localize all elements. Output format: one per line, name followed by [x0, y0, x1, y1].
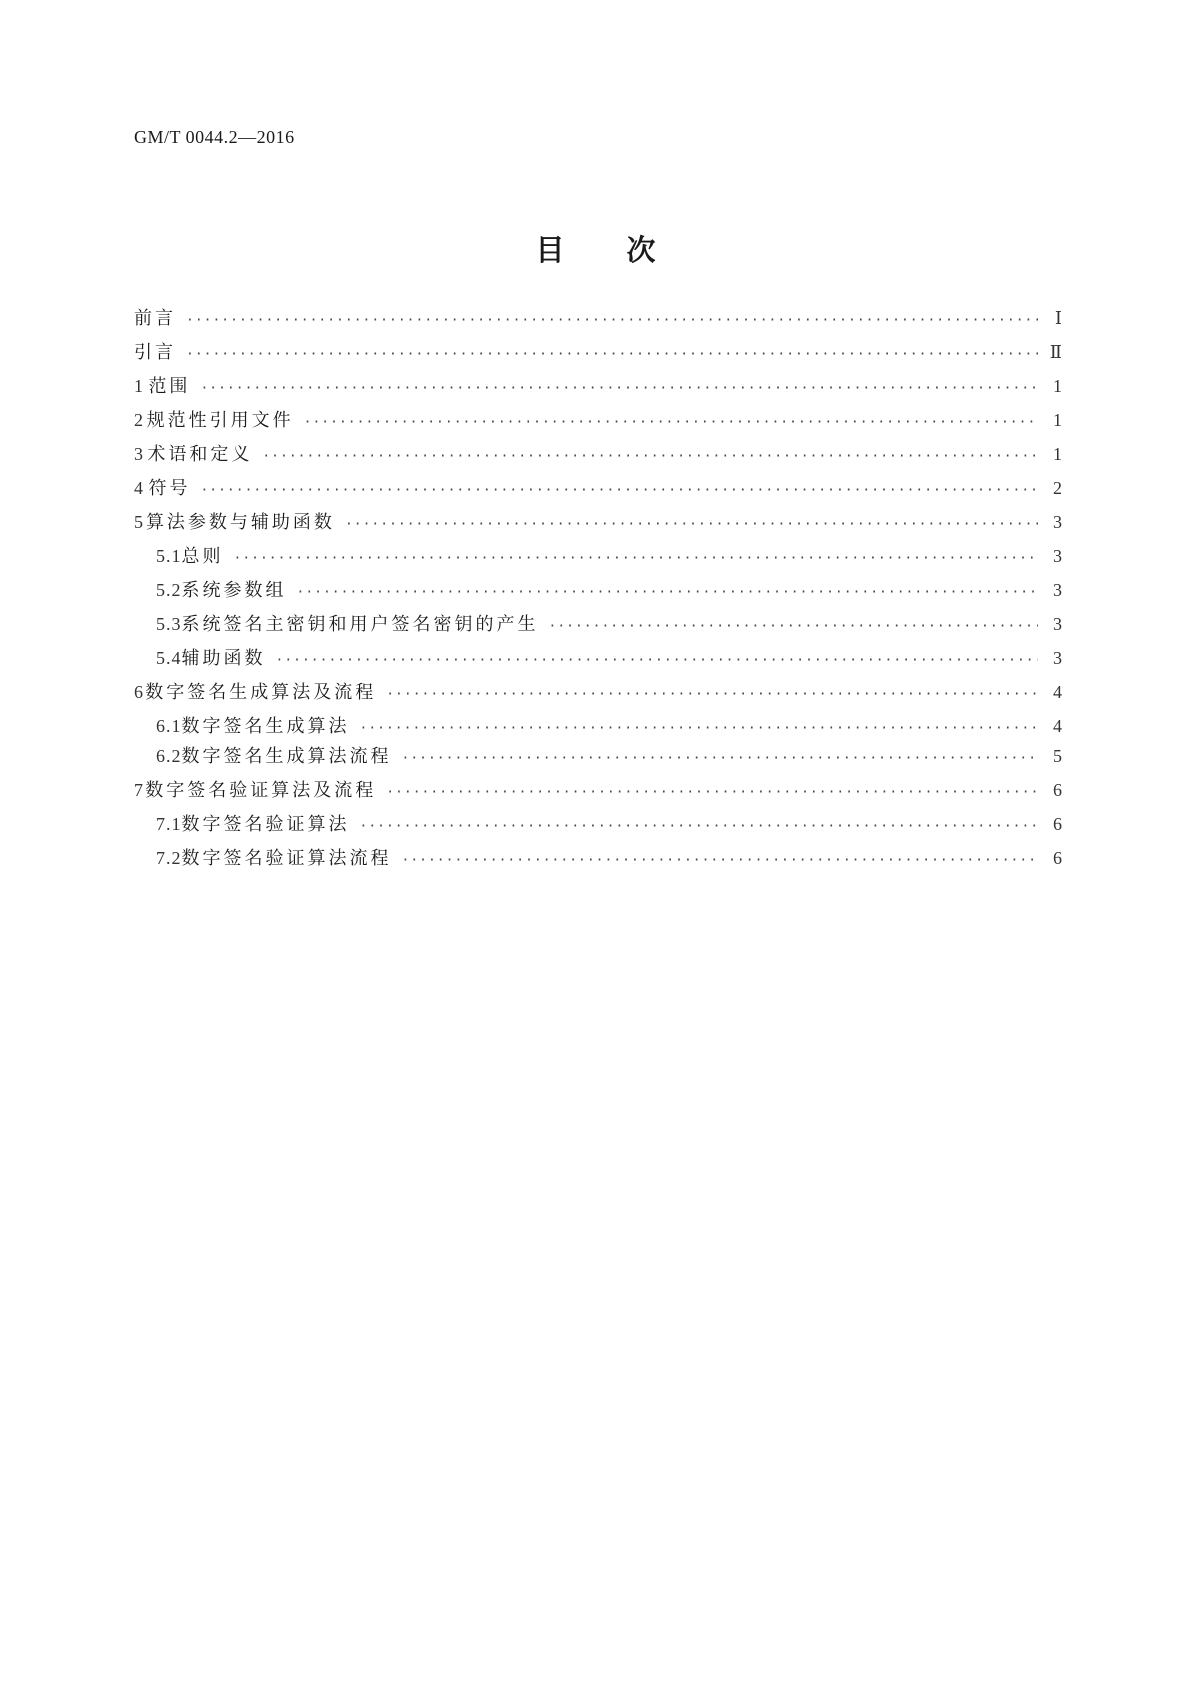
toc-entry-3[interactable]: [134, 441, 1062, 467]
toc-page: 5: [1053, 746, 1062, 766]
toc-page: 3: [1053, 512, 1062, 532]
toc-leader-dots: [549, 614, 1039, 640]
toc-page: 3: [1053, 614, 1062, 634]
toc-leader-dots: [297, 580, 1039, 606]
toc-entry-1[interactable]: [134, 373, 1062, 399]
toc-entry-2[interactable]: [134, 407, 1062, 433]
toc-entry-5-1[interactable]: [156, 543, 1062, 569]
toc-page: Ⅱ: [1049, 342, 1062, 362]
toc-entry-5[interactable]: [134, 509, 1062, 535]
toc-leader-dots: [304, 410, 1038, 436]
toc-label: 数字签名生成算法及流程: [145, 682, 377, 703]
toc-leader-dots: [200, 478, 1038, 504]
toc-page: 4: [1053, 716, 1062, 736]
toc-page: 4: [1053, 682, 1062, 702]
toc-label: 数字签名验证算法及流程: [145, 780, 377, 801]
toc-label: 符号: [148, 478, 191, 499]
toc-entry-5-3[interactable]: [156, 611, 1062, 637]
toc-leader-dots: [262, 444, 1038, 470]
toc-label: 系统签名主密钥和用户签名密钥的产生: [181, 614, 539, 635]
toc-entry-5-2[interactable]: [156, 577, 1062, 603]
toc-number: 5.1: [156, 546, 182, 566]
toc-entry-6-2[interactable]: [156, 743, 1062, 769]
toc-number: 4: [134, 478, 143, 498]
toc-number: 5.4: [156, 648, 182, 668]
toc-number: 5: [134, 512, 143, 532]
toc-entry-6[interactable]: [134, 679, 1062, 705]
toc-page: 3: [1053, 580, 1062, 600]
toc-leader-dots: [386, 682, 1038, 708]
toc-label: 系统参数组: [181, 580, 287, 601]
toc-number: 6.1: [156, 716, 182, 736]
toc-leader-dots: [234, 546, 1039, 572]
toc-page: Ⅰ: [1054, 308, 1062, 328]
toc-leader-dots: [402, 746, 1039, 772]
toc-label: 数字签名验证算法流程: [181, 848, 392, 869]
toc-leader-dots: [276, 648, 1039, 674]
toc-entry-7[interactable]: [134, 777, 1062, 803]
toc-page: 2: [1053, 478, 1062, 498]
toc-number: 7.2: [156, 848, 182, 868]
toc-number: 7: [134, 780, 143, 800]
toc-number: 6: [134, 682, 143, 702]
toc-label: 引言: [134, 342, 176, 363]
toc-label: 数字签名验证算法: [181, 814, 350, 835]
toc-entry-7-1[interactable]: [156, 811, 1062, 837]
toc-page: 3: [1053, 648, 1062, 668]
toc-entry-5-4[interactable]: [156, 645, 1062, 671]
toc-number: 5.2: [156, 580, 182, 600]
toc-label: 算法参数与辅助函数: [145, 512, 335, 533]
toc-number: 5.3: [156, 614, 182, 634]
toc-leader-dots: [386, 780, 1038, 806]
toc-label: 总则: [181, 546, 224, 567]
toc-leader-dots: [186, 342, 1038, 368]
toc-leader-dots: [186, 308, 1038, 334]
toc-entry-7-2[interactable]: [156, 845, 1062, 871]
toc-entry-6-1[interactable]: [156, 713, 1062, 739]
toc-label: 前言: [134, 308, 176, 329]
toc-leader-dots: [360, 814, 1039, 840]
toc-label: 数字签名生成算法: [181, 716, 350, 737]
standard-code: GM/T 0044.2—2016: [134, 127, 295, 147]
toc-page: 6: [1053, 848, 1062, 868]
toc-label: 数字签名生成算法流程: [181, 746, 392, 767]
toc-number: 7.1: [156, 814, 182, 834]
toc-number: 2: [134, 410, 143, 430]
toc-label: 辅助函数: [181, 648, 266, 669]
toc-leader-dots: [402, 848, 1039, 874]
toc-entry-foreword[interactable]: [134, 305, 1062, 331]
toc-page: 1: [1053, 444, 1062, 464]
toc-page: 1: [1053, 376, 1062, 396]
toc-leader-dots: [200, 376, 1038, 402]
page-title: 目次: [535, 233, 718, 267]
toc-entry-4[interactable]: [134, 475, 1062, 501]
toc-page: 6: [1053, 780, 1062, 800]
toc-number: 6.2: [156, 746, 182, 766]
toc-label: 范围: [148, 376, 191, 397]
toc-entry-introduction[interactable]: [134, 339, 1062, 365]
toc-page: 1: [1053, 410, 1062, 430]
toc-label: 规范性引用文件: [146, 410, 294, 431]
toc-page: 3: [1053, 546, 1062, 566]
toc-page: 6: [1053, 814, 1062, 834]
toc-number: 3: [134, 444, 143, 464]
toc-leader-dots: [345, 512, 1038, 538]
toc-label: 术语和定义: [147, 444, 253, 465]
toc-number: 1: [134, 376, 143, 396]
toc-leader-dots: [360, 716, 1039, 742]
